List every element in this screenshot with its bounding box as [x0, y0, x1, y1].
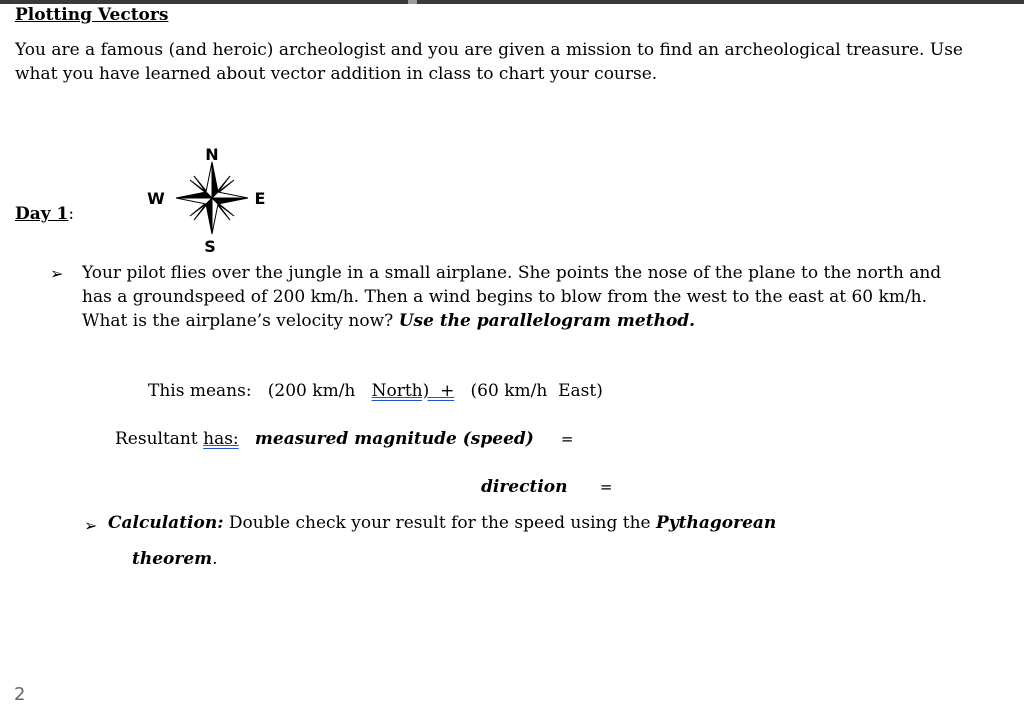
page-number: 2	[14, 684, 26, 705]
vector-sum-line: This means: (200 km/h North) + (60 km/h East)	[148, 381, 603, 401]
spellcheck-underline: North) +	[371, 381, 455, 401]
calculation-instruction: Calculation: Double check your result for the speed using the Pythagorean	[108, 513, 777, 533]
method-emphasis: Use the parallelogram method.	[398, 311, 696, 331]
direction-line: direction =	[481, 477, 613, 497]
compass-south-label: S	[204, 237, 216, 256]
calculation-instruction-continued: theorem.	[132, 549, 218, 569]
bullet-arrow-icon: ➢	[50, 264, 64, 283]
bullet-arrow-icon: ➢	[84, 516, 98, 535]
intro-paragraph: You are a famous (and heroic) archeologist and you are given a mission to find an archeological treasure. Use what you have learned about vector addition in class to chart your course.	[15, 40, 963, 84]
page-title: Plotting Vectors	[15, 5, 169, 25]
compass-east-label: E	[254, 189, 266, 208]
compass-west-label: W	[147, 189, 165, 208]
resultant-line: Resultant has: measured magnitude (speed) =	[115, 429, 574, 449]
resize-handle[interactable]	[408, 0, 417, 4]
day1-question: Your pilot flies over the jungle in a small airplane. She points the nose of the plane to the north and has a groundspeed of 200 km/h. Then a wind begins to blow from the west to the east at 60 km/h. What is the airplane’s velocity now? Use the parallelogram method.	[82, 263, 942, 331]
compass-north-label: N	[205, 145, 219, 164]
top-border	[0, 0, 1024, 4]
compass-rose-icon	[144, 142, 279, 262]
day-label: Day 1:	[15, 204, 75, 224]
